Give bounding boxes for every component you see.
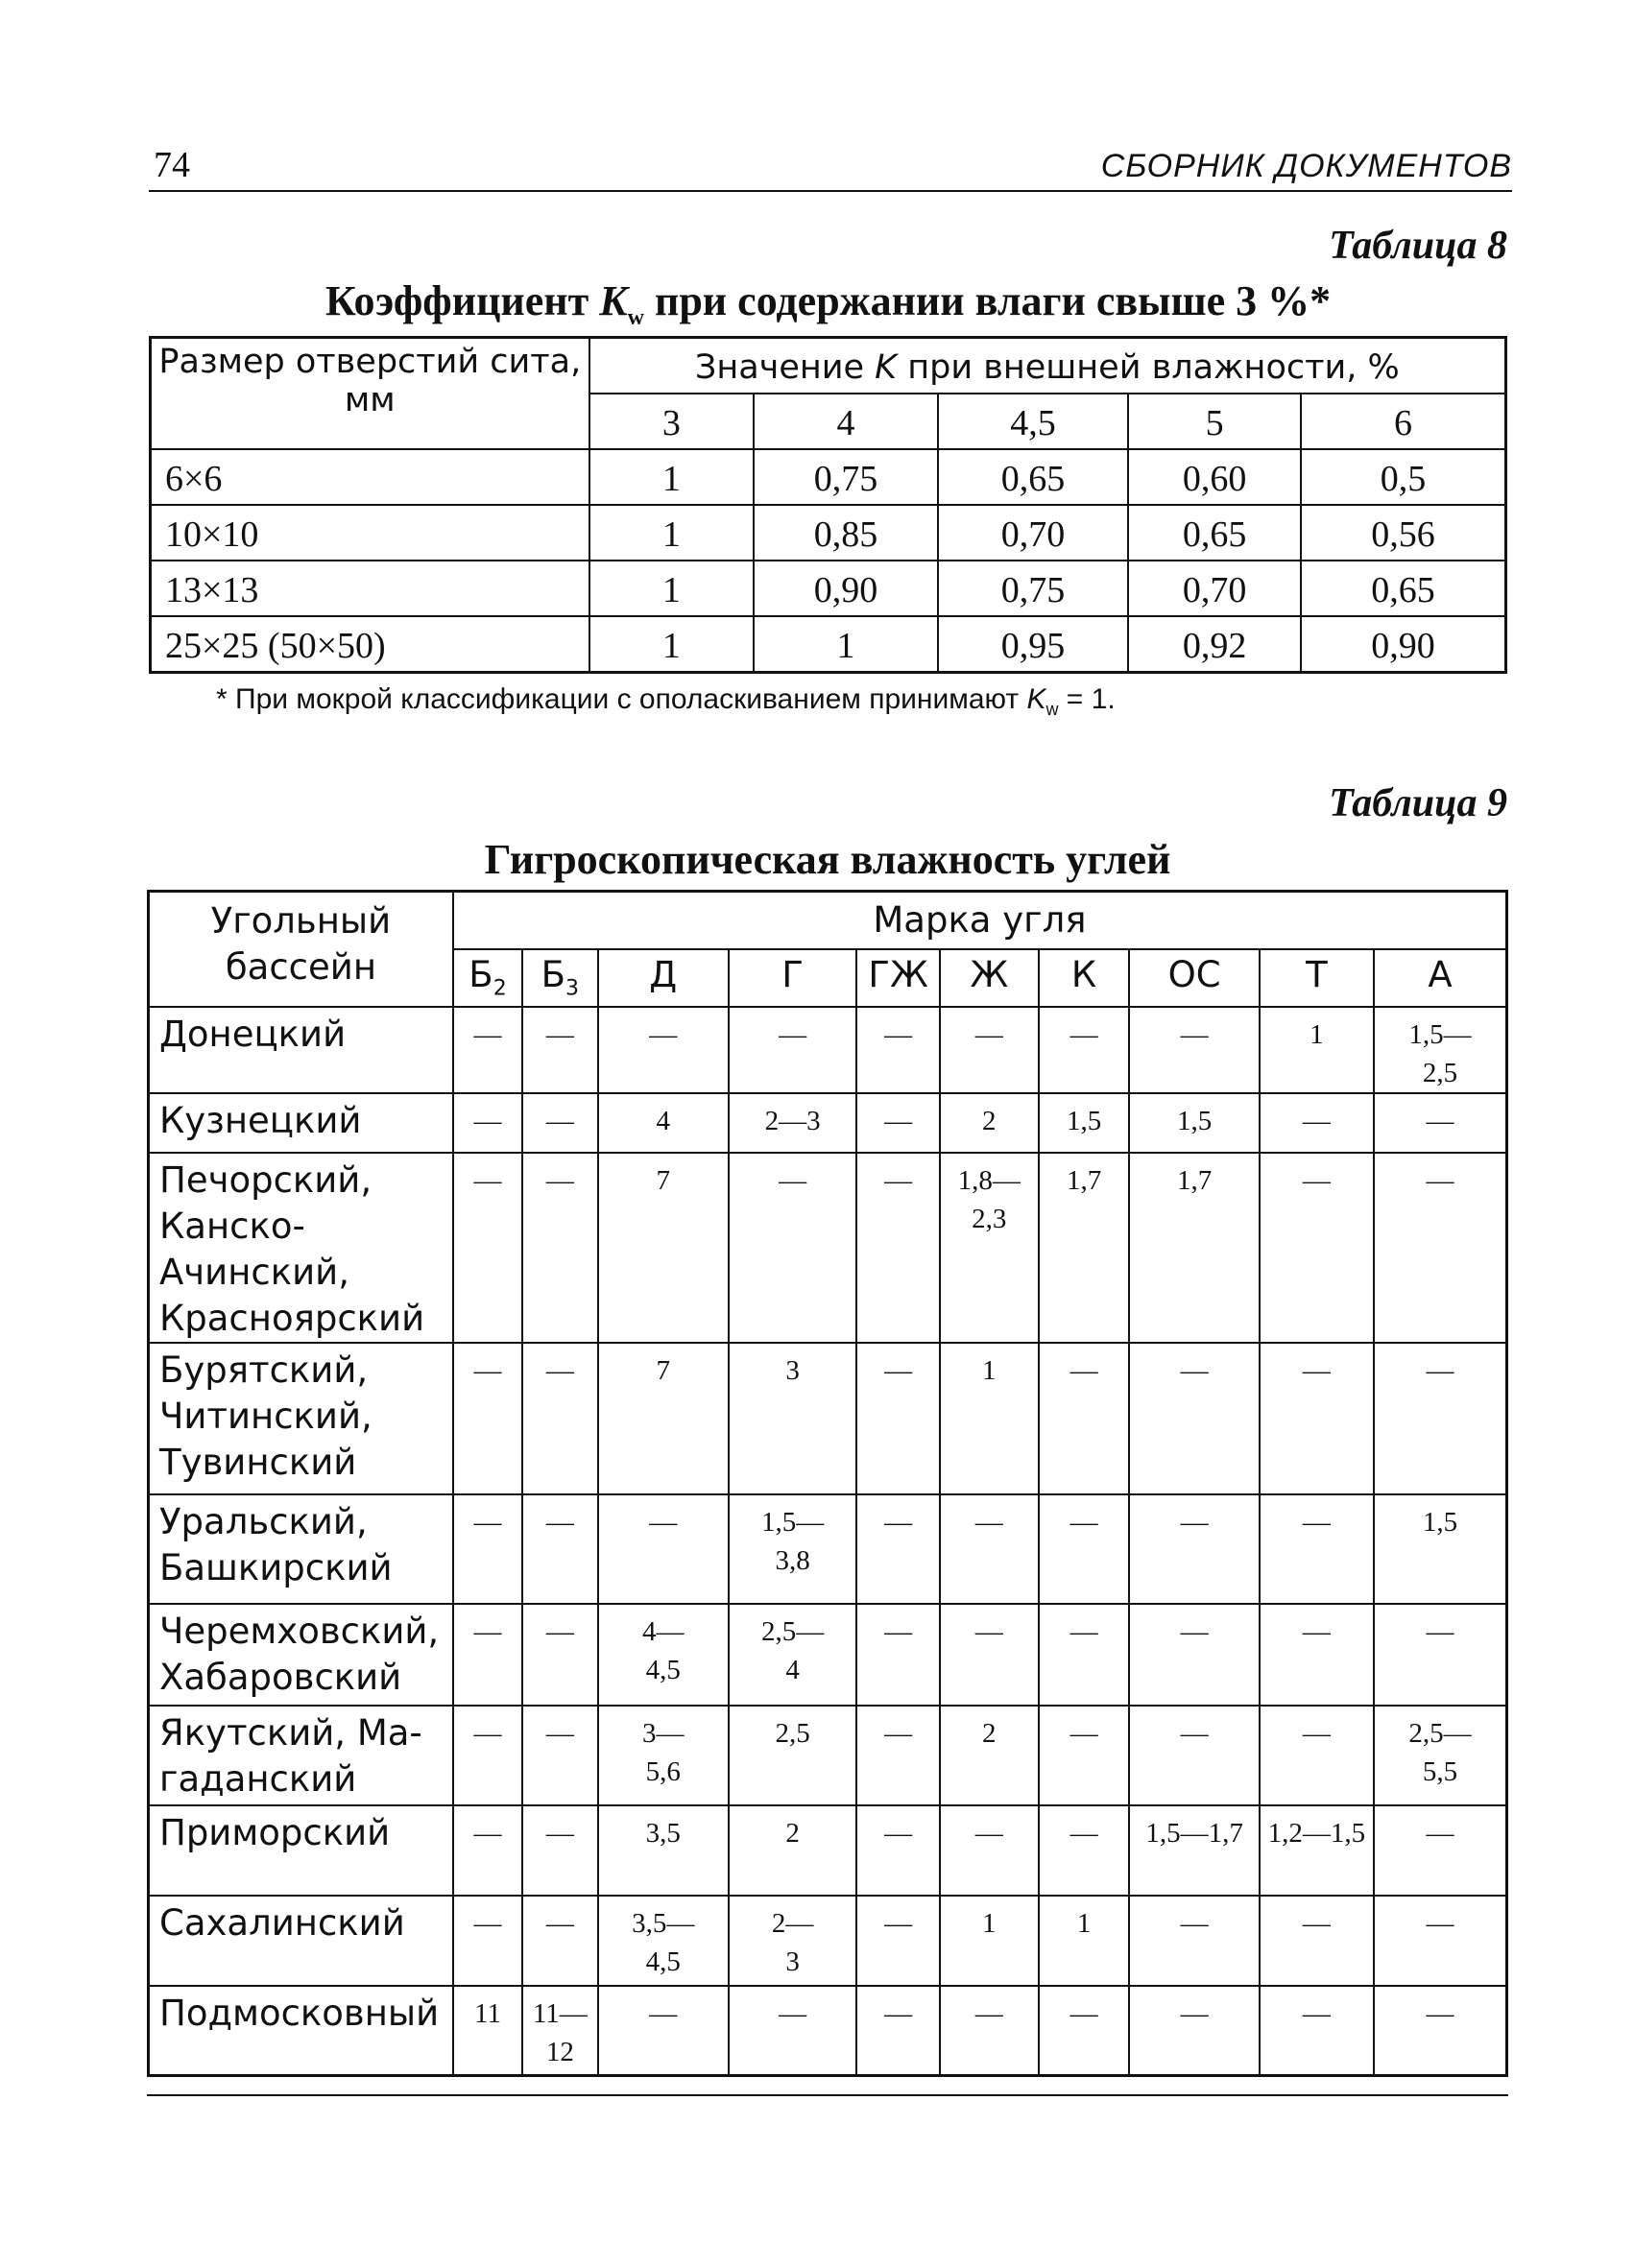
table9-cell: — <box>1374 1805 1507 1896</box>
table9 <box>147 890 1508 2077</box>
table9-cell: — <box>1039 1007 1130 1093</box>
table9-cell: — <box>940 1805 1039 1896</box>
table9-cell: 2,5— 4 <box>729 1604 856 1706</box>
table9-cell: — <box>522 1896 597 1986</box>
table8-cell: 0,65 <box>1301 561 1506 616</box>
table9-cell: — <box>453 1494 522 1604</box>
table9-col-header-main: ГЖ <box>868 954 928 996</box>
table9-cell: 1,5 <box>1039 1093 1130 1153</box>
table9-cell: — <box>856 1153 940 1343</box>
table9-cell: 1 <box>1260 1007 1374 1093</box>
table9-basin: Печорский, Канско- Ачинский, Красноярский <box>149 1153 453 1343</box>
table9-title: Гигроскопическая влажность углей <box>484 836 1171 883</box>
footnote-separator <box>149 672 658 674</box>
table-row <box>149 1706 1507 1805</box>
table8-group-header-pre: Значение <box>694 348 876 387</box>
table9-cell: — <box>940 1986 1039 2076</box>
table-row <box>149 1805 1507 1896</box>
table9-cell: — <box>453 1604 522 1706</box>
table9-cell: — <box>940 1007 1039 1093</box>
table8-col-header: 4,5 <box>938 394 1129 449</box>
table9-cell: — <box>1039 1494 1130 1604</box>
table9-cell: — <box>1374 1153 1507 1343</box>
table9-basin: Черемховский, Хабаровский <box>149 1604 453 1706</box>
table9-cell: 11 <box>453 1986 522 2076</box>
table9-cell: — <box>1039 1805 1130 1896</box>
table-row <box>151 505 1506 561</box>
running-title: СБОРНИК ДОКУМЕНТОВ <box>1100 148 1512 184</box>
table9-basin: Якутский, Ма- гаданский <box>149 1706 453 1805</box>
table-row <box>149 1093 1507 1153</box>
table9-cell: — <box>1129 1343 1259 1494</box>
table8-cell: 0,85 <box>754 505 938 561</box>
table9-cell: — <box>1260 1093 1374 1153</box>
table-row <box>149 1494 1507 1604</box>
table9-col-header <box>1260 949 1374 1007</box>
table8-footnote-post: = 1. <box>1058 683 1116 715</box>
table9-cell: — <box>522 1007 597 1093</box>
table-row <box>149 1153 1507 1343</box>
table9-cell: 7 <box>598 1343 729 1494</box>
table9-cell: 2 <box>940 1093 1039 1153</box>
table9-col-header <box>522 949 597 1007</box>
table9-cell: — <box>453 1093 522 1153</box>
table9-cell: — <box>453 1343 522 1494</box>
table9-cell: — <box>453 1706 522 1805</box>
table9-cell: — <box>1129 1986 1259 2076</box>
table9-col-header-main: ОС <box>1167 954 1221 996</box>
table8-group-header <box>589 338 1506 394</box>
table8-cell: 1 <box>589 505 755 561</box>
table8-group-header-post: при внешней влажности, % <box>897 348 1400 387</box>
table8-cell: 1 <box>589 616 755 673</box>
table9-cell: — <box>1260 1986 1374 2076</box>
table9-cell: 1,5 <box>1374 1494 1507 1604</box>
table9-cell: — <box>453 1153 522 1343</box>
table9-cell: 1,7 <box>1129 1153 1259 1343</box>
table9-cell: — <box>856 1805 940 1896</box>
table9-cell: 4— 4,5 <box>598 1604 729 1706</box>
table8-footnote <box>216 683 1116 720</box>
table9-col-header-sub: 2 <box>493 976 507 1001</box>
table9-cell: — <box>856 1986 940 2076</box>
table9-cell: — <box>522 1343 597 1494</box>
table9-cell: 1,2—1,5 <box>1260 1805 1374 1896</box>
table-row <box>151 616 1506 673</box>
table9-col-header-main: А <box>1428 954 1453 996</box>
table9-cell: 2 <box>729 1805 856 1896</box>
table9-basin: Приморский <box>149 1805 453 1896</box>
table9-cell: — <box>1039 1604 1130 1706</box>
table-row <box>149 1007 1507 1093</box>
table9-cell: — <box>1260 1343 1374 1494</box>
table8-col0-header: Размер отверстий сита, мм <box>151 338 589 450</box>
table8-cell: 0,65 <box>938 449 1129 505</box>
table9-cell: — <box>1374 1604 1507 1706</box>
table8-cell: 0,90 <box>1301 616 1506 673</box>
table8-cell: 0,75 <box>938 561 1129 616</box>
table9-cell: — <box>856 1706 940 1805</box>
table9-cell: — <box>856 1093 940 1153</box>
table9-cell: — <box>522 1093 597 1153</box>
table9-cell: — <box>598 1494 729 1604</box>
table9-col0-header: Угольный бассейн <box>149 892 453 1007</box>
table9-col-header-main: Ж <box>970 954 1009 996</box>
table8-group-header-k: K <box>875 348 898 387</box>
table9-cell: — <box>1374 1343 1507 1494</box>
table9-col-header <box>940 949 1039 1007</box>
table9-col-header <box>1129 949 1259 1007</box>
table9-col-header-main: К <box>1070 954 1097 996</box>
table9-cell: — <box>1260 1706 1374 1805</box>
table8-cell: 0,92 <box>1128 616 1301 673</box>
table9-cell: 3 <box>729 1343 856 1494</box>
table8-footnote-k: K <box>1026 683 1046 715</box>
table9-cell: — <box>1374 1986 1507 2076</box>
table9-cell: 1,5—1,7 <box>1129 1805 1259 1896</box>
table9-cell: 2 <box>940 1706 1039 1805</box>
table9-cell: — <box>856 1494 940 1604</box>
table-row <box>149 1896 1507 1986</box>
table8-cell: 0,5 <box>1301 449 1506 505</box>
table8 <box>149 336 1507 674</box>
table9-cell: — <box>598 1007 729 1093</box>
table8-title-k: K <box>599 277 628 324</box>
table9-cell: — <box>1260 1494 1374 1604</box>
table9-basin: Подмосковный <box>149 1986 453 2076</box>
table9-col-header <box>729 949 856 1007</box>
table8-cell: 0,75 <box>754 449 938 505</box>
table-row <box>151 561 1506 616</box>
table9-cell: — <box>453 1805 522 1896</box>
table9-col-header-main: Г <box>781 954 804 996</box>
table-row <box>149 1343 1507 1494</box>
page-number: 74 <box>154 145 190 185</box>
table9-basin: Кузнецкий <box>149 1093 453 1153</box>
table9-basin: Бурятский, Читинский, Тувинский <box>149 1343 453 1494</box>
table9-cell: 1,5 <box>1129 1093 1259 1153</box>
table9-col-header-main: Б <box>541 954 566 996</box>
table9-cell: — <box>940 1604 1039 1706</box>
table9-basin: Уральский, Башкирский <box>149 1494 453 1604</box>
table9-cell: — <box>522 1494 597 1604</box>
table8-cell: 1 <box>589 449 755 505</box>
table9-cell: — <box>1039 1706 1130 1805</box>
table9-group-header: Марка угля <box>453 892 1507 949</box>
table9-cell: 2,5— 5,5 <box>1374 1706 1507 1805</box>
table9-cell: 1 <box>940 1343 1039 1494</box>
table8-cell: 1 <box>589 561 755 616</box>
table9-col-header <box>1039 949 1130 1007</box>
table9-cell: 7 <box>598 1153 729 1343</box>
table9-cell: — <box>1129 1706 1259 1805</box>
table9-cell: — <box>1129 1494 1259 1604</box>
table9-col-header-sub: 3 <box>565 976 580 1001</box>
table8-cell: 0,70 <box>1128 561 1301 616</box>
table9-cell: — <box>1374 1093 1507 1153</box>
table8-col-header: 5 <box>1128 394 1301 449</box>
table9-cell: — <box>729 1153 856 1343</box>
table9-label: Таблица 9 <box>1329 781 1507 825</box>
table9-cell: — <box>522 1706 597 1805</box>
table9-cell: — <box>1260 1604 1374 1706</box>
table9-cell: 11— 12 <box>522 1986 597 2076</box>
table8-col-header: 3 <box>589 394 755 449</box>
table9-col-header-main: Д <box>649 954 678 996</box>
table8-row-label: 25×25 (50×50) <box>151 616 589 673</box>
table9-cell: 1 <box>940 1896 1039 1986</box>
table8-footnote-sub: w <box>1045 700 1059 719</box>
table8-cell: 0,65 <box>1128 505 1301 561</box>
bottom-rule <box>147 2094 1508 2096</box>
table9-cell: — <box>453 1896 522 1986</box>
table9-cell: — <box>1260 1153 1374 1343</box>
table9-col-header-main: Т <box>1306 954 1328 996</box>
table8-cell: 0,56 <box>1301 505 1506 561</box>
table9-cell: — <box>856 1343 940 1494</box>
table9-cell: — <box>453 1007 522 1093</box>
table8-row-label: 10×10 <box>151 505 589 561</box>
table9-cell: 2— 3 <box>729 1896 856 1986</box>
table9-cell: 1 <box>1039 1896 1130 1986</box>
table9-cell: — <box>522 1604 597 1706</box>
table-row <box>149 1604 1507 1706</box>
table9-basin: Донецкий <box>149 1007 453 1093</box>
table8-title-sub: w <box>627 304 644 330</box>
page-header <box>149 144 1512 192</box>
table9-cell: — <box>856 1007 940 1093</box>
table9-cell: — <box>1039 1986 1130 2076</box>
table9-col-header <box>598 949 729 1007</box>
table9-col-header <box>1374 949 1507 1007</box>
table9-col-header-main: Б <box>469 954 493 996</box>
table8-col-header: 4 <box>754 394 938 449</box>
table-row <box>149 1986 1507 2076</box>
table9-cell: — <box>522 1153 597 1343</box>
table8-cell: 0,95 <box>938 616 1129 673</box>
table9-cell: 1,5— 3,8 <box>729 1494 856 1604</box>
table9-cell: 2—3 <box>729 1093 856 1153</box>
table9-basin: Сахалинский <box>149 1896 453 1986</box>
table9-cell: — <box>1039 1343 1130 1494</box>
table9-cell: — <box>522 1805 597 1896</box>
table8-title <box>149 276 1507 331</box>
table9-cell: — <box>1374 1896 1507 1986</box>
table8-cell: 0,70 <box>938 505 1129 561</box>
table9-cell: — <box>729 1007 856 1093</box>
table8-footnote-pre: * При мокрой классификации с ополаскиванием принимают <box>216 683 1027 715</box>
table9-cell: 3,5— 4,5 <box>598 1896 729 1986</box>
table8-cell: 1 <box>754 616 938 673</box>
table9-cell: 2,5 <box>729 1706 856 1805</box>
table8-col-header: 6 <box>1301 394 1506 449</box>
table8-cell: 0,60 <box>1128 449 1301 505</box>
table9-cell: 1,8— 2,3 <box>940 1153 1039 1343</box>
table8-row-label: 13×13 <box>151 561 589 616</box>
table9-cell: 1,5— 2,5 <box>1374 1007 1507 1093</box>
table8-title-pre: Коэффициент <box>324 277 600 324</box>
table9-cell: — <box>1129 1896 1259 1986</box>
table9-cell: — <box>1260 1896 1374 1986</box>
table9-cell: 1,7 <box>1039 1153 1130 1343</box>
table9-cell: 3,5 <box>598 1805 729 1896</box>
table9-cell: — <box>1129 1604 1259 1706</box>
table9-cell: — <box>856 1896 940 1986</box>
table9-cell: — <box>1129 1007 1259 1093</box>
table9-col-header <box>453 949 522 1007</box>
table8-row-label: 6×6 <box>151 449 589 505</box>
table9-cell: — <box>729 1986 856 2076</box>
table9-cell: — <box>598 1986 729 2076</box>
table-row <box>151 449 1506 505</box>
table8-label: Таблица 8 <box>1329 224 1507 268</box>
table9-cell: 4 <box>598 1093 729 1153</box>
table9-cell: — <box>856 1604 940 1706</box>
table9-cell: — <box>940 1494 1039 1604</box>
table9-col-header <box>856 949 940 1007</box>
table8-title-post: при содержании влаги свыше 3 %* <box>643 277 1332 324</box>
table9-cell: 3— 5,6 <box>598 1706 729 1805</box>
table8-cell: 0,90 <box>754 561 938 616</box>
